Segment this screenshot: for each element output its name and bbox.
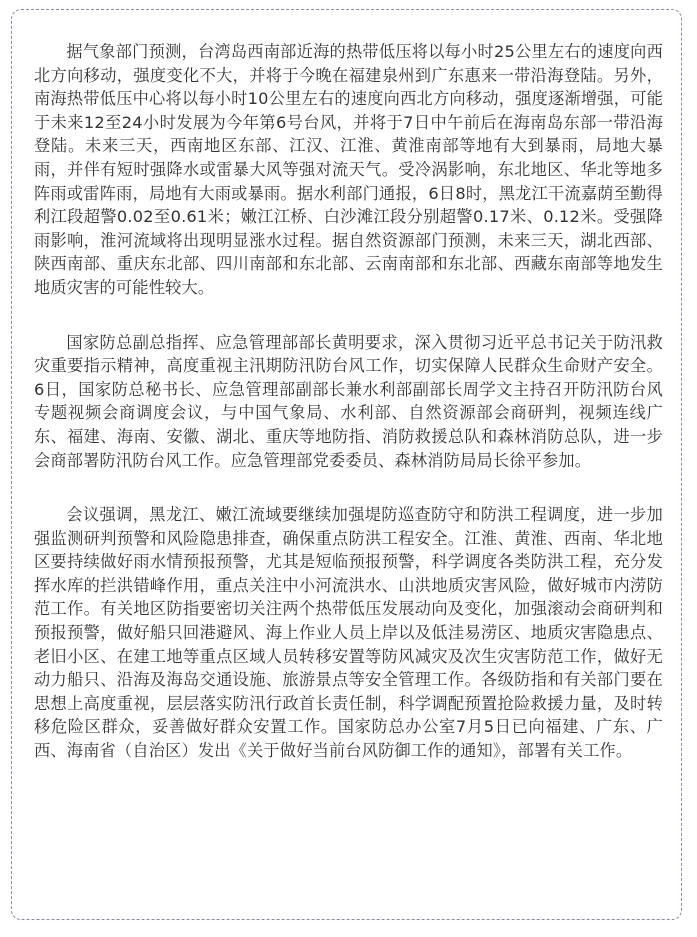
- article-frame: [11, 9, 682, 920]
- paragraph-requirements: 国家防总副总指挥、应急管理部部长黄明要求，深入贯彻习近平总书记关于防汛救灾重要指示精神，高度重视主汛期防汛防台风工作，切实保障人民群众生命财产安全。6日，国家防总秘书长、应急管理部副部长兼水利部副部长周学文主持召开防汛防台风专题视频会商调度会议，与中国气象局、水利部、自然资源部会商研判，视频连线广东、福建、海南、安徽、湖北、重庆等地防指、消防救援总队和森林消防总队，进一步会商部署防汛防台风工作。应急管理部党委委员、森林消防局局长徐平参加。: [34, 332, 663, 470]
- paragraph-meeting: 会议强调，黑龙江、嫩江流域要继续加强堤防巡查防守和防洪工程调度，进一步加强监测研判预警和风险隐患排查，确保重点防洪工程安全。江淮、黄淮、西南、华北地区要持续做好雨水情预报预警，尤其是短临预报预警，科学调度各类防洪工程，充分发挥水库的拦洪错峰作用，重点关注中小河流洪水、山洪地质灾害风险，做好城市内涝防范工作。有关地区防指要密切关注两个热带低压发展动向及变化，加强滚动会商研判和预报预警，做好船只回港避风、海上作业人员上岸以及低洼易涝区、地质灾害隐患点、老旧小区、在建工地等重点区域人员转移安置等防风减灾及次生灾害防范工作，做好无动力船只、沿海及海岛交通设施、旅游景点等安全管理工作。各级防指和有关部门要在思想上高度重视，层层落实防汛行政首长责任制，科学调配预置抢险救援力量，及时转移危险区群众，妥善做好群众安置工作。国家防总办公室7月5日已向福建、广东、广西、海南省（自治区）发出《关于做好当前台风防御工作的通知》，部署有关工作。: [34, 505, 663, 761]
- paragraph-forecast: 据气象部门预测，台湾岛西南部近海的热带低压将以每小时25公里左右的速度向西北方向移动，强度变化不大，并将于今晚在福建泉州到广东惠来一带沿海登陆。另外，南海热带低压中心将以每小时10公里左右的速度向西北方向移动，强度逐渐增强，可能于未来12至24小时发展为今年第6号台风，并将于7日中午前后在海南岛东部一带沿海登陆。未来三天，西南地区东部、江汉、江淮、黄淮南部等地有大到暴雨，局地大暴雨，并伴有短时强降水或雷暴大风等强对流天气。受冷涡影响，东北地区、华北等地多阵雨或雷阵雨，局地有大雨或暴雨。据水利部门通报，6日8时，黑龙江干流嘉荫至勤得利江段超警0.02至0.61米；嫩江江桥、白沙滩江段分别超警0.17米、0.12米。受强降雨影响，淮河流域将出现明显涨水过程。据自然资源部门预测，未来三天，湖北西部、陕西南部、重庆东北部、四川南部和东北部、云南南部和东北部、西藏东南部等地发生地质灾害的可能性较大。: [34, 42, 663, 297]
